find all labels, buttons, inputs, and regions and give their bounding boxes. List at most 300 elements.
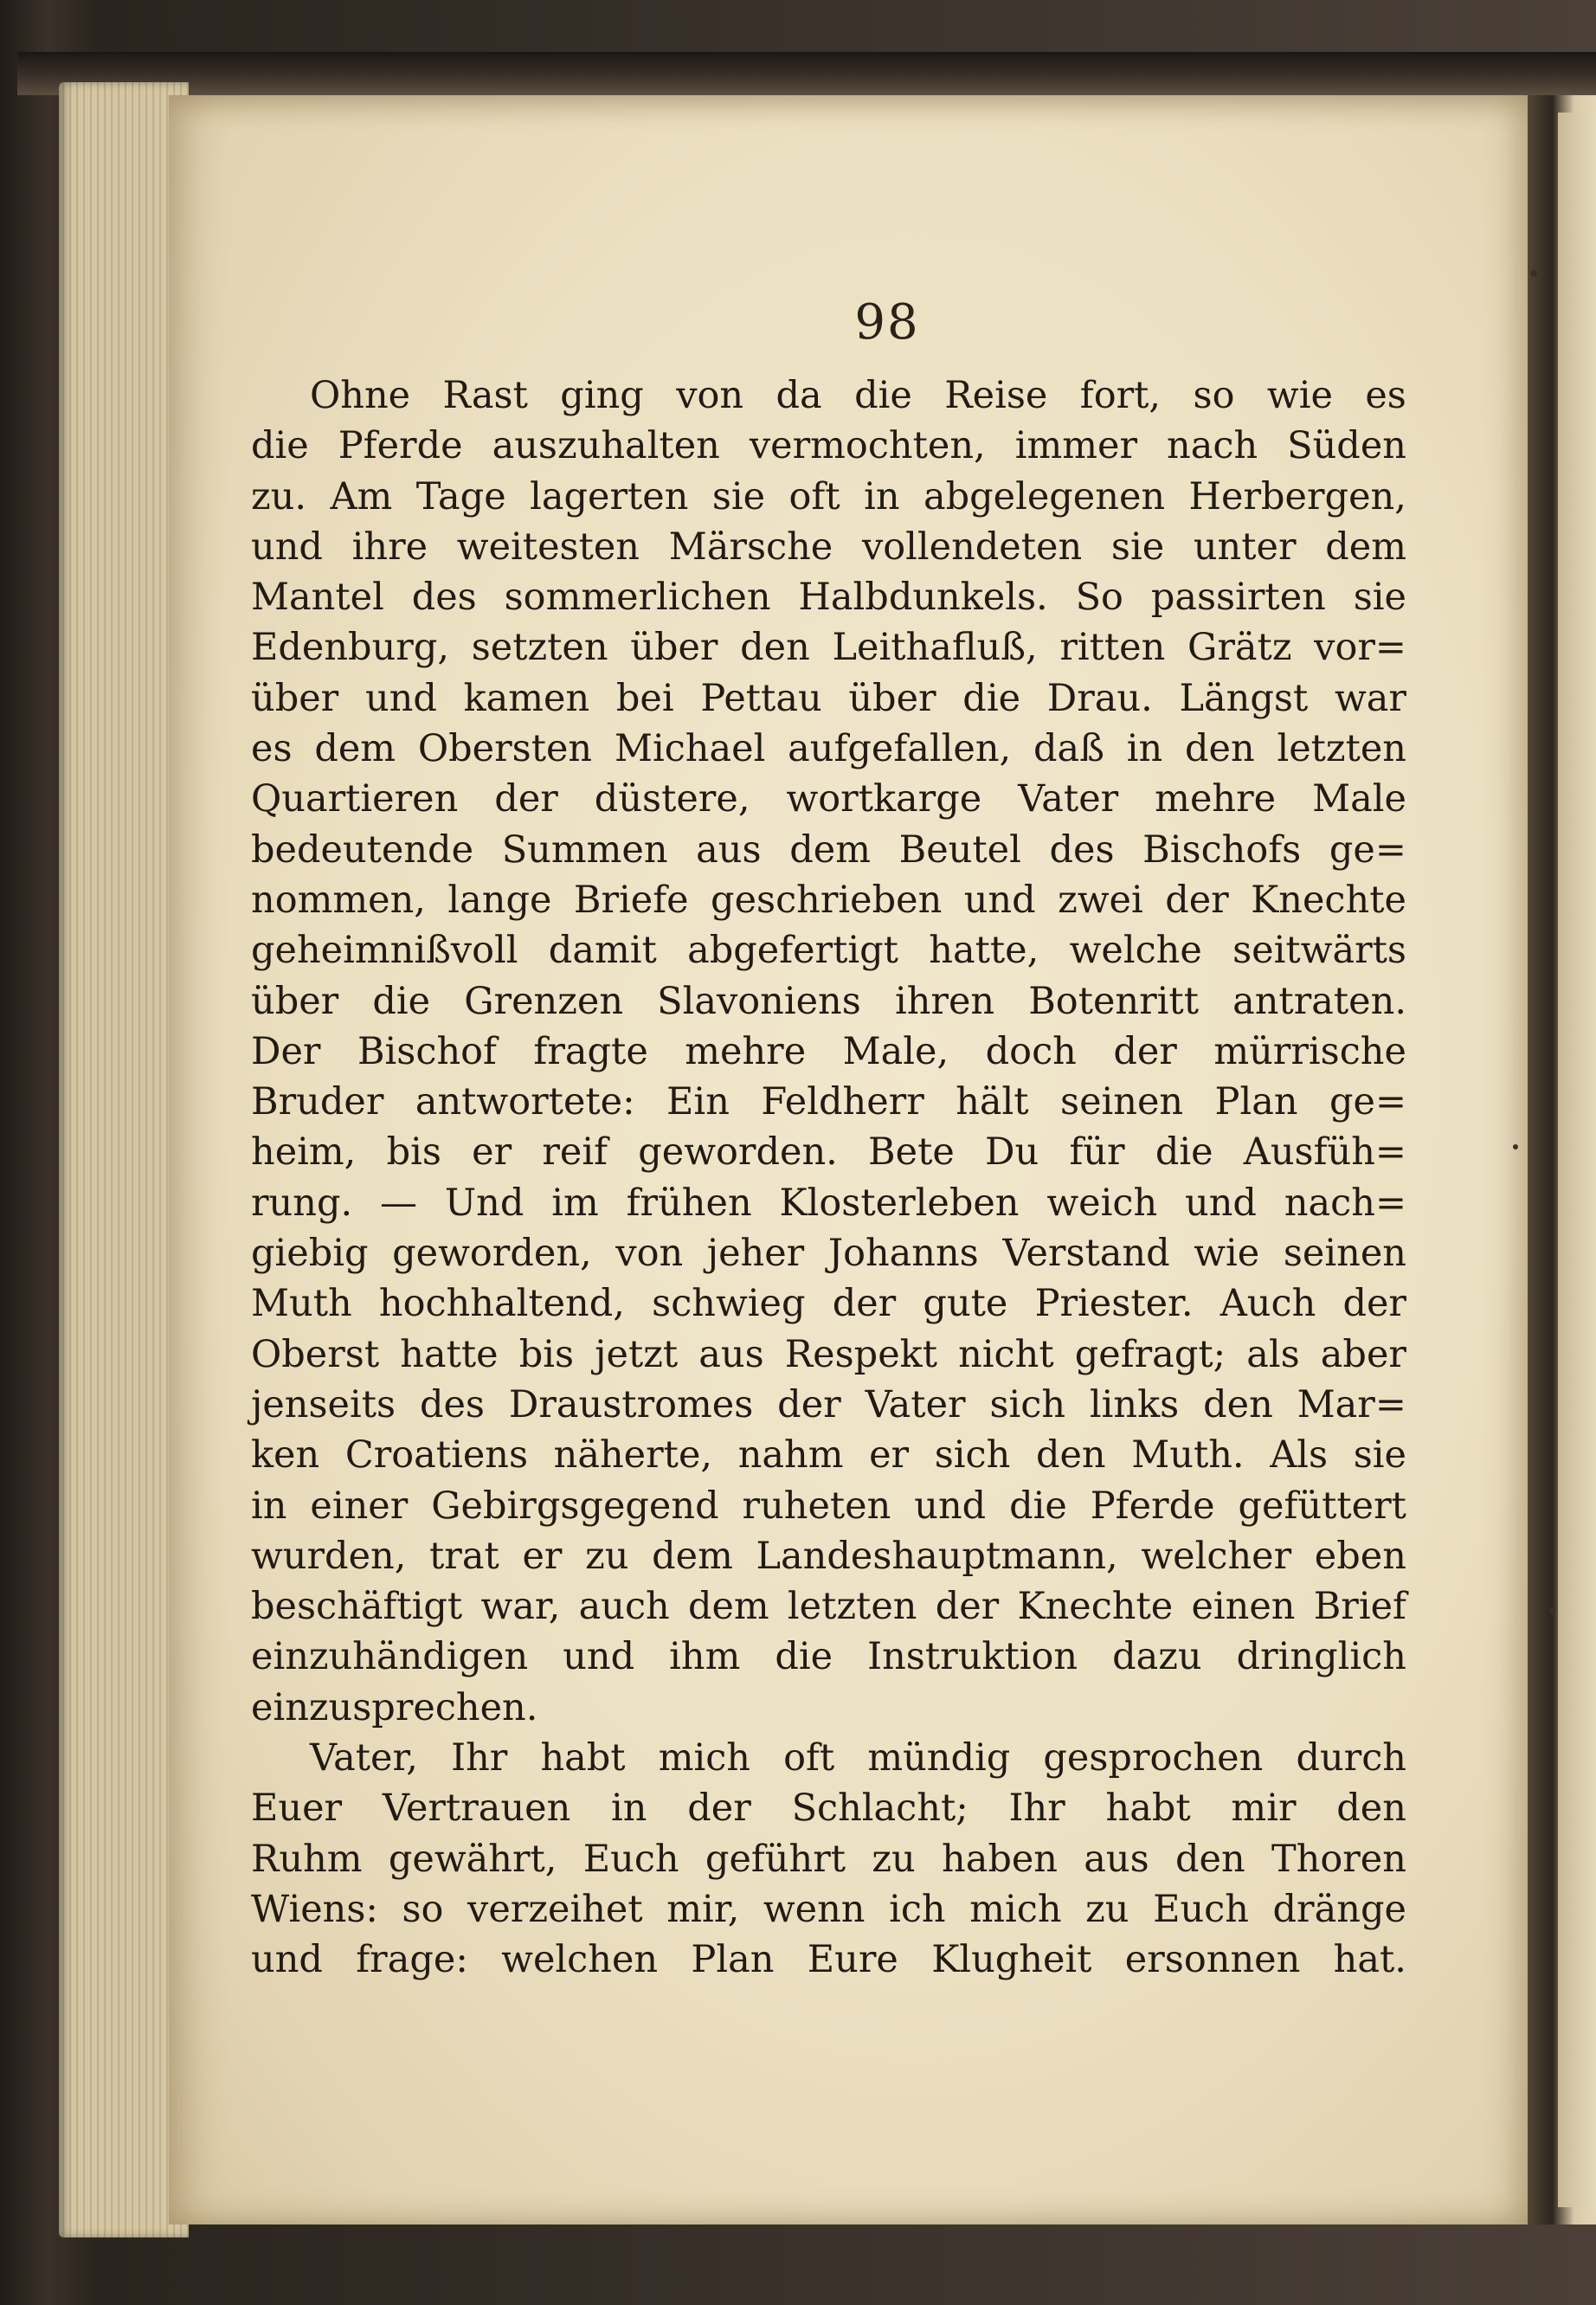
text-word: oft (783, 1736, 835, 1780)
text-word: Slavoniens (657, 979, 861, 1023)
text-word: hat. (1333, 1938, 1406, 1982)
text-word: damit (548, 929, 657, 973)
text-word: in (611, 1787, 647, 1831)
text-word: den (1184, 727, 1255, 771)
text-word: — (380, 1181, 418, 1225)
text-word: seinen (1060, 1080, 1184, 1124)
text-word: von (615, 1232, 684, 1276)
text-word: jenseits (251, 1382, 396, 1426)
text-word: in (251, 1484, 287, 1528)
text-word: eben (1314, 1534, 1406, 1578)
text-word: den (740, 626, 810, 670)
text-word: Reise (944, 374, 1048, 417)
text-word: geheimnißvoll (251, 929, 518, 973)
text-word: ihren (894, 979, 995, 1023)
text-line (251, 875, 1406, 925)
text-word: antraten. (1232, 979, 1406, 1023)
text-word: da (775, 374, 822, 417)
text-word: vor= (1314, 626, 1406, 670)
text-word: in (864, 474, 900, 518)
text-line (251, 1380, 1406, 1430)
text-word: durch (1296, 1736, 1406, 1780)
text-line (251, 370, 1406, 421)
text-word: Vertrauen (382, 1787, 571, 1831)
text-word: die (1009, 1484, 1067, 1528)
text-word: sommerlichen (504, 576, 771, 620)
text-word: Vater, (310, 1736, 418, 1780)
page-number: 98 (854, 294, 920, 351)
text-word: dränge (1272, 1887, 1406, 1931)
text-word: sie (1353, 576, 1406, 620)
text-word: mich (969, 1887, 1062, 1931)
text-word: der (687, 1787, 751, 1831)
text-word: letzten (1277, 727, 1406, 771)
text-word: der (832, 1282, 897, 1326)
text-word: in (1126, 727, 1163, 771)
text-word: nommen, (251, 878, 426, 922)
text-word: ruheten (742, 1484, 891, 1528)
text-word: düstere, (594, 777, 750, 821)
text-line (251, 1228, 1406, 1278)
text-line (251, 1581, 1406, 1632)
text-word: Längst (1179, 676, 1309, 720)
text-word: und (914, 1484, 987, 1528)
text-word: Bischofs (1142, 827, 1302, 872)
text-word: und (251, 525, 323, 569)
text-word: lagerten (530, 474, 689, 518)
text-word: Landeshauptmann, (756, 1534, 1118, 1578)
text-word: Rast (442, 374, 528, 417)
ink-speck (1513, 1144, 1518, 1149)
text-word: wurden, (251, 1534, 407, 1578)
text-word: Bischof (357, 1029, 497, 1073)
text-word: aus (698, 1332, 764, 1376)
text-word: dazu (1112, 1635, 1202, 1679)
text-word: Feldherr (761, 1080, 924, 1124)
text-word: jetzt (595, 1332, 679, 1376)
text-word: setzten (471, 626, 608, 670)
text-word: beschäftigt (251, 1585, 463, 1629)
text-word: Muth (251, 1282, 352, 1326)
text-word: näherte, (553, 1433, 713, 1478)
text-word: Leithafluß, (832, 626, 1038, 670)
text-line (251, 825, 1406, 875)
text-word: frage: (356, 1938, 468, 1982)
text-word: bis (386, 1130, 441, 1175)
text-word: ge= (1329, 827, 1406, 872)
text-word: dem (652, 1534, 733, 1578)
text-word: Und (444, 1181, 524, 1225)
text-word: er (522, 1534, 563, 1578)
text-word: gute (923, 1282, 1008, 1326)
text-line (251, 1027, 1406, 1077)
text-word: Auch (1220, 1282, 1316, 1326)
text-word: ritten (1059, 626, 1166, 670)
text-word: Respekt (784, 1332, 937, 1376)
text-line (251, 1178, 1406, 1228)
text-word: fort, (1079, 374, 1162, 417)
text-word: Plan (1214, 1080, 1298, 1124)
text-word: oft (788, 474, 840, 518)
text-word: vollendeten (861, 525, 1083, 569)
text-word: welcher (1141, 1534, 1292, 1578)
text-word: von (676, 374, 744, 417)
text-word: Als (1270, 1433, 1329, 1478)
text-word: hatte (400, 1332, 499, 1376)
text-word: Klugheit (931, 1938, 1092, 1982)
text-word: über (251, 676, 339, 720)
text-word: ging (560, 374, 644, 417)
text-word: des (1049, 827, 1115, 872)
text-word: die (372, 979, 431, 1023)
text-line (251, 1127, 1406, 1177)
text-word: immer (1014, 424, 1138, 468)
text-word: es (251, 727, 293, 771)
text-word: letzten (787, 1585, 917, 1629)
text-word: dringlich (1236, 1635, 1406, 1679)
text-word: wie (1194, 1232, 1260, 1276)
text-line (251, 1430, 1406, 1480)
text-word: des (419, 1382, 485, 1426)
text-word: Briefe (573, 878, 689, 922)
text-word: mehre (1155, 777, 1277, 821)
text-word: bedeutende (251, 827, 474, 872)
text-word: ihre (351, 525, 428, 569)
text-word: weich (1046, 1181, 1158, 1225)
text-word: Pettau (700, 676, 822, 720)
text-word: Gebirgsgegend (431, 1484, 719, 1528)
text-word: Bete (868, 1130, 955, 1175)
text-word: seinen (1283, 1232, 1406, 1276)
text-word: Priester. (1034, 1282, 1194, 1326)
text-word: Schlacht; (791, 1787, 969, 1831)
text-word: hochhaltend, (378, 1282, 625, 1326)
text-word: nahm (737, 1433, 844, 1478)
text-word: bei (615, 676, 674, 720)
text-word: Oberst (251, 1332, 380, 1376)
text-word: und (364, 676, 437, 720)
text-word: doch (985, 1029, 1077, 1073)
text-word: des (411, 576, 477, 620)
text-line (251, 1481, 1406, 1531)
text-word: Croatiens (344, 1433, 529, 1478)
text-word: zu. (251, 474, 307, 518)
text-word: es (1365, 374, 1406, 417)
text-word: für (1069, 1130, 1125, 1175)
text-line (251, 976, 1406, 1027)
text-word: als (1246, 1332, 1300, 1376)
text-word: sie (711, 474, 766, 518)
text-word: über (251, 979, 339, 1023)
text-word: war (1334, 676, 1406, 720)
text-word: frühen (626, 1181, 752, 1225)
text-word: ge= (1329, 1080, 1406, 1124)
text-word: die (251, 424, 309, 468)
text-word: Halbdunkels. (798, 576, 1048, 620)
text-word: mündig (867, 1736, 1011, 1780)
text-word: den (1203, 1382, 1273, 1426)
text-word: der (1165, 878, 1229, 922)
text-word: Tage (415, 474, 506, 518)
text-word: Grenzen (464, 979, 624, 1023)
text-word: geführt (705, 1837, 846, 1881)
text-word: aus (1084, 1837, 1149, 1881)
text-word: der (494, 777, 558, 821)
text-word: Johanns (827, 1232, 979, 1276)
text-word: und (563, 1635, 635, 1679)
text-word: sie (1353, 1433, 1406, 1478)
text-word: vermochten, (749, 424, 986, 468)
text-word: Bruder (251, 1080, 384, 1124)
text-word: passirten (1150, 576, 1326, 620)
text-word: nach (1167, 424, 1258, 468)
text-word: ken (251, 1433, 320, 1478)
text-word: wenn (763, 1887, 866, 1931)
text-word: die (962, 676, 1021, 720)
text-word: die (854, 374, 912, 417)
text-word: kamen (463, 676, 590, 720)
text-word: antwortete: (415, 1080, 635, 1124)
text-word: war, (480, 1585, 561, 1629)
text-word: Knechte (1251, 878, 1406, 922)
text-line (251, 1884, 1406, 1935)
text-line (251, 1935, 1406, 1985)
text-word: So (1075, 576, 1123, 620)
text-line (251, 522, 1406, 572)
text-word: Summen (501, 827, 668, 872)
text-word: abgefertigt (687, 929, 898, 973)
text-word: so (402, 1887, 444, 1931)
text-word: Male, (842, 1029, 949, 1073)
text-word: und (1185, 1181, 1257, 1225)
text-word: links (1089, 1382, 1180, 1426)
text-word: habt (1105, 1787, 1191, 1831)
text-word: trat (429, 1534, 499, 1578)
text-word: jeher (706, 1232, 805, 1276)
text-line (251, 622, 1406, 673)
text-word: habt (540, 1736, 626, 1780)
text-word: über (630, 626, 718, 670)
text-word: Draustromes (508, 1382, 754, 1426)
text-word: Ohne (310, 374, 411, 417)
text-word: auch (578, 1585, 670, 1629)
text-line (251, 1278, 1406, 1329)
text-word: Obersten (417, 727, 593, 771)
text-word: Euer (251, 1787, 343, 1831)
text-line (251, 925, 1406, 975)
text-word: welche (1069, 929, 1202, 973)
text-word: der (1342, 1282, 1406, 1326)
text-word: Instruktion (867, 1635, 1078, 1679)
text-word: Ruhm (251, 1837, 363, 1881)
text-word: Male (1312, 777, 1406, 821)
text-line (251, 724, 1406, 774)
text-word: unter (1193, 525, 1297, 569)
text-word: geworden, (392, 1232, 592, 1276)
text-word: Ein (666, 1080, 730, 1124)
text-word: fragte (533, 1029, 648, 1073)
text-word: die (775, 1635, 833, 1679)
text-line (251, 472, 1406, 522)
text-word: Mantel (251, 576, 384, 620)
text-word: dem (789, 827, 871, 872)
text-word: den (1175, 1837, 1245, 1881)
text-word: sich (989, 1382, 1066, 1426)
text-word: den (1035, 1433, 1106, 1478)
text-word: aufgefallen, (788, 727, 1012, 771)
text-word: Muth. (1131, 1433, 1245, 1478)
text-line (251, 1330, 1406, 1380)
ink-speck (1530, 270, 1537, 277)
text-word: reif (542, 1130, 608, 1175)
text-word: gefüttert (1238, 1484, 1406, 1528)
text-word: im (551, 1181, 599, 1225)
text-word: Mar= (1297, 1382, 1406, 1426)
text-line (251, 1783, 1406, 1833)
text-word: Herbergen, (1188, 474, 1406, 518)
text-word: haben (942, 1837, 1058, 1881)
text-word: Edenburg, (251, 626, 450, 670)
text-word: Drau. (1046, 676, 1153, 720)
text-word: geschrieben (711, 878, 943, 922)
text-word: Vater (865, 1382, 966, 1426)
facing-page-edge (1558, 113, 1596, 2207)
text-word: gefragt; (1074, 1332, 1226, 1376)
text-word: sie (1110, 525, 1165, 569)
text-word: Grätz (1187, 626, 1292, 670)
text-word: gesprochen (1043, 1736, 1264, 1780)
text-word: Eure (807, 1938, 898, 1982)
text-word: zu (872, 1837, 916, 1881)
text-word: aus (696, 827, 762, 872)
text-word: der (1113, 1029, 1177, 1073)
text-word: Euch (1153, 1887, 1249, 1931)
text-line (251, 774, 1406, 824)
text-word: und (963, 878, 1036, 922)
text-word: zu (585, 1534, 629, 1578)
text-line (251, 1077, 1406, 1127)
text-word: schwieg (652, 1282, 806, 1326)
text-word: Vater (1018, 777, 1119, 821)
text-word: verzeihet (467, 1887, 643, 1931)
text-word: Du (985, 1130, 1039, 1175)
text-word: Ihr (1008, 1787, 1065, 1831)
text-word: Pferde (338, 424, 463, 468)
text-word: der (777, 1382, 841, 1426)
text-word: auszuhalten (492, 424, 720, 468)
text-word: Ausfüh= (1243, 1130, 1406, 1175)
text-word: Verstand (1002, 1232, 1170, 1276)
text-word: aber (1320, 1332, 1406, 1376)
text-word: ersonnen (1124, 1938, 1301, 1982)
text-word: Thoren (1271, 1837, 1406, 1881)
text-word: er (869, 1433, 910, 1478)
text-word: weitesten (456, 525, 640, 569)
text-word: Der (251, 1029, 321, 1073)
text-word: Süden (1287, 424, 1406, 468)
text-word: gewährt, (388, 1837, 557, 1881)
text-line (251, 1531, 1406, 1581)
text-word: dem (1325, 525, 1406, 569)
text-word: dem (687, 1585, 769, 1629)
text-word: welchen (501, 1938, 659, 1982)
text-word: nicht (958, 1332, 1054, 1376)
text-word: Euch (582, 1837, 679, 1881)
text-word: abgelegenen (923, 474, 1166, 518)
text-word: die (1155, 1130, 1213, 1175)
text-word: nach= (1284, 1181, 1406, 1225)
text-word: Am (330, 474, 393, 518)
text-word: zu (1085, 1887, 1129, 1931)
ink-speck (1549, 1606, 1555, 1614)
text-word: hält (956, 1080, 1029, 1124)
text-word: heim, (251, 1130, 357, 1175)
text-word: er (472, 1130, 512, 1175)
text-word: den (1336, 1787, 1406, 1831)
page-body-text (251, 370, 1406, 1986)
text-word: Pferde (1090, 1484, 1215, 1528)
text-word: wie (1266, 374, 1333, 417)
text-word: der (935, 1585, 1000, 1629)
text-word: Plan (691, 1938, 775, 1982)
text-word: ich (889, 1887, 946, 1931)
text-word: geworden. (638, 1130, 838, 1175)
text-word: einen (1191, 1585, 1296, 1629)
book-cover-edge (17, 52, 1596, 95)
text-word: Michael (614, 727, 766, 771)
text-word: rung. (251, 1181, 353, 1225)
text-line (251, 421, 1406, 471)
text-word: mir (1231, 1787, 1297, 1831)
text-line (251, 1632, 1406, 1682)
text-word: Quartieren (251, 777, 459, 821)
text-word: zwei (1058, 878, 1143, 922)
text-word: lange (447, 878, 552, 922)
text-word: über (848, 676, 936, 720)
text-word: bis (518, 1332, 575, 1376)
text-word: mich (658, 1736, 750, 1780)
text-word: Botenritt (1028, 979, 1199, 1023)
text-word: giebig (251, 1232, 369, 1276)
text-word: daß (1033, 727, 1104, 771)
text-word: Brief (1313, 1585, 1406, 1629)
text-word: einzuhändigen (251, 1635, 529, 1679)
text-word: Beutel (898, 827, 1021, 872)
text-line (251, 1733, 1406, 1783)
text-line (251, 1683, 1406, 1733)
text-line (251, 572, 1406, 622)
text-word: und (251, 1938, 323, 1982)
text-word: Knechte (1017, 1585, 1174, 1629)
text-line (251, 1834, 1406, 1884)
text-word: wortkarge (786, 777, 982, 821)
text-word: Ihr (451, 1736, 508, 1780)
text-word: Märsche (668, 525, 833, 569)
text-word: Klosterleben (779, 1181, 1020, 1225)
text-word: mehre (685, 1029, 807, 1073)
text-word: Wiens: (251, 1887, 378, 1931)
text-word: sich (934, 1433, 1011, 1478)
text-word: seitwärts (1232, 929, 1406, 973)
text-word: einzusprechen. (251, 1685, 538, 1729)
text-word: hatte, (929, 929, 1039, 973)
text-word: mir, (666, 1887, 740, 1931)
text-line (251, 673, 1406, 724)
text-word: einer (310, 1484, 409, 1528)
text-word: mürrische (1213, 1029, 1406, 1073)
text-word: ihm (669, 1635, 741, 1679)
text-word: so (1193, 374, 1235, 417)
